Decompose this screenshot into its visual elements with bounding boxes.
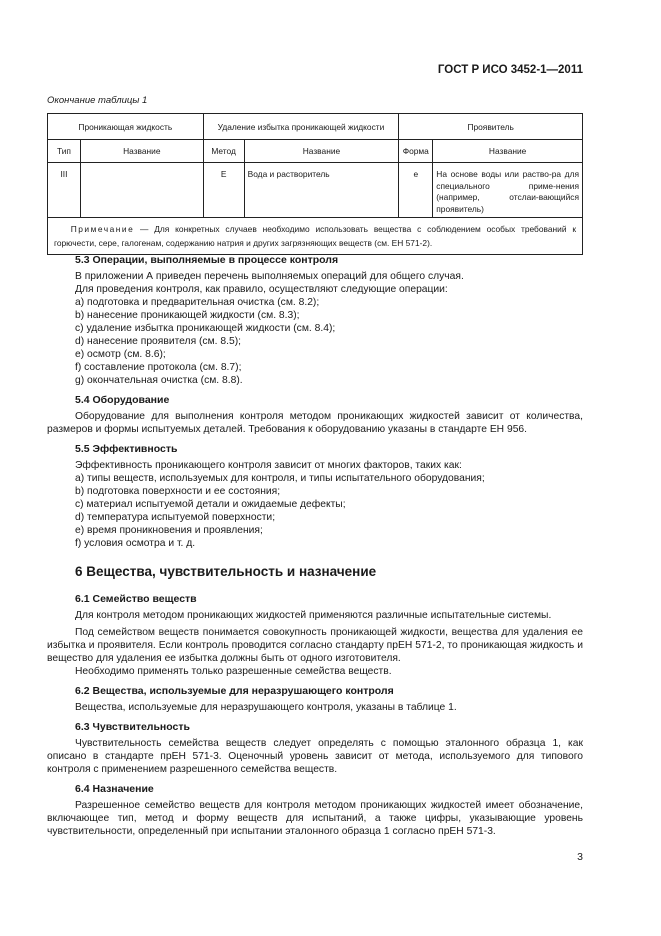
section-6-4-heading: 6.4 Назначение bbox=[75, 783, 154, 795]
table-cell: e bbox=[399, 163, 433, 218]
paragraph: Разрешенное семейство веществ для контроля методом проникающих жидкостей имеет обозначение, включающее тип, метод и форму веществ для испытаний, а также цифры, указывающие уровень чувствительности, определенный при испытании эталонного образца 1 согласно прЕН 571-3. bbox=[47, 800, 583, 837]
list-item: f) условия осмотра и т. д. bbox=[75, 538, 196, 549]
materials-table bbox=[47, 113, 583, 255]
paragraph: Оборудование для выполнения контроля методом проникающих жидкостей зависит от количества, размеров и формы испытуемых деталей. Требования к оборудованию указаны в стандарте ЕН 956. bbox=[47, 411, 583, 435]
paragraph: Эффективность проникающего контроля зависит от многих факторов, таких как: bbox=[75, 460, 462, 471]
col-header-type: Тип bbox=[48, 140, 81, 163]
paragraph: Для контроля методом проникающих жидкостей применяются различные испытательные системы. bbox=[75, 610, 552, 621]
paragraph: Под семейством веществ понимается совокупность проникающей жидкости, вещества для удаления ее избытка и проявителя. Если контроль проводится согласно стандарту прЕН 571-2, то проникающая жидкость и вещество для удаления ее избытка должны быть от одного изготовителя. bbox=[47, 627, 583, 664]
table-note-row bbox=[48, 218, 583, 255]
page-number: 3 bbox=[577, 851, 583, 863]
list-item: d) температура испытуемой поверхности; bbox=[75, 512, 276, 523]
note-label: Примечание bbox=[70, 224, 135, 234]
list-item: a) типы веществ, используемых для контроля, и типы испытательного оборудования; bbox=[75, 473, 485, 484]
group-header-developer: Проявитель bbox=[399, 114, 583, 140]
section-6-1-heading: 6.1 Семейство веществ bbox=[75, 593, 197, 605]
list-item: b) нанесение проникающей жидкости (см. 8.3); bbox=[75, 310, 300, 321]
table-caption: Окончание таблицы 1 bbox=[47, 95, 148, 106]
list-item: b) подготовка поверхности и ее состояния; bbox=[75, 486, 281, 497]
group-header-penetrant: Проникающая жидкость bbox=[48, 114, 204, 140]
paragraph: Для проведения контроля, как правило, осуществляют следующие операции: bbox=[75, 284, 448, 295]
list-item: c) материал испытуемой детали и ожидаемые дефекты; bbox=[75, 499, 346, 510]
table-column-header-row bbox=[48, 140, 583, 163]
table-row bbox=[48, 163, 583, 218]
section-5-3-heading: 5.3 Операции, выполняемые в процессе контроля bbox=[75, 254, 339, 266]
section-6-heading: 6 Вещества, чувствительность и назначение bbox=[75, 564, 377, 579]
list-item: d) нанесение проявителя (см. 8.5); bbox=[75, 336, 241, 347]
table-cell: E bbox=[203, 163, 244, 218]
group-header-removal: Удаление избытка проникающей жидкости bbox=[203, 114, 399, 140]
section-6-2-heading: 6.2 Вещества, используемые для неразрушающего контроля bbox=[75, 685, 394, 697]
table-cell bbox=[80, 163, 203, 218]
list-item: a) подготовка и предварительная очистка (см. 8.2); bbox=[75, 297, 320, 308]
table-note bbox=[48, 218, 583, 255]
section-6-3-heading: 6.3 Чувствительность bbox=[75, 721, 190, 733]
col-header-name: Название bbox=[244, 140, 399, 163]
list-item: c) удаление избытка проникающей жидкости (см. 8.4); bbox=[75, 323, 336, 334]
table-cell: Вода и растворитель bbox=[244, 163, 399, 218]
list-item: e) время проникновения и проявления; bbox=[75, 525, 263, 536]
paragraph: В приложении А приведен перечень выполняемых операций для общего случая. bbox=[75, 271, 464, 282]
list-item: e) осмотр (см. 8.6); bbox=[75, 349, 166, 360]
col-header-method: Метод bbox=[203, 140, 244, 163]
main-content bbox=[47, 254, 583, 838]
col-header-name: Название bbox=[80, 140, 203, 163]
table-group-header-row bbox=[48, 114, 583, 140]
col-header-form: Форма bbox=[399, 140, 433, 163]
table-cell: На основе воды или раство-ра для специального приме-нения (например, отслаи-вающийся проявитель) bbox=[433, 163, 583, 218]
section-5-5-heading: 5.5 Эффективность bbox=[75, 443, 178, 455]
paragraph: Вещества, используемые для неразрушающего контроля, указаны в таблице 1. bbox=[75, 702, 457, 713]
list-item: f) составление протокола (см. 8.7); bbox=[75, 362, 242, 373]
standard-code: ГОСТ Р ИСО 3452-1—2011 bbox=[437, 64, 583, 76]
note-text: — Для конкретных случаев необходимо использовать вещества с соблюдением особых требований к горючести, сере, галогенам, содержанию натрия и других загрязняющих веществ (см. ЕН 571-2). bbox=[54, 224, 576, 248]
table-cell: III bbox=[48, 163, 81, 218]
list-item: g) окончательная очистка (см. 8.8). bbox=[75, 375, 243, 386]
paragraph: Необходимо применять только разрешенные семейства веществ. bbox=[75, 666, 392, 677]
col-header-name: Название bbox=[433, 140, 583, 163]
paragraph: Чувствительность семейства веществ следует определять с помощью эталонного образца 1, как описано в стандарте прЕН 571-3. Оценочный уровень зависит от метода, используемого для типового контроля с применением разрешенного семейства веществ. bbox=[47, 738, 583, 775]
section-5-4-heading: 5.4 Оборудование bbox=[75, 394, 170, 406]
